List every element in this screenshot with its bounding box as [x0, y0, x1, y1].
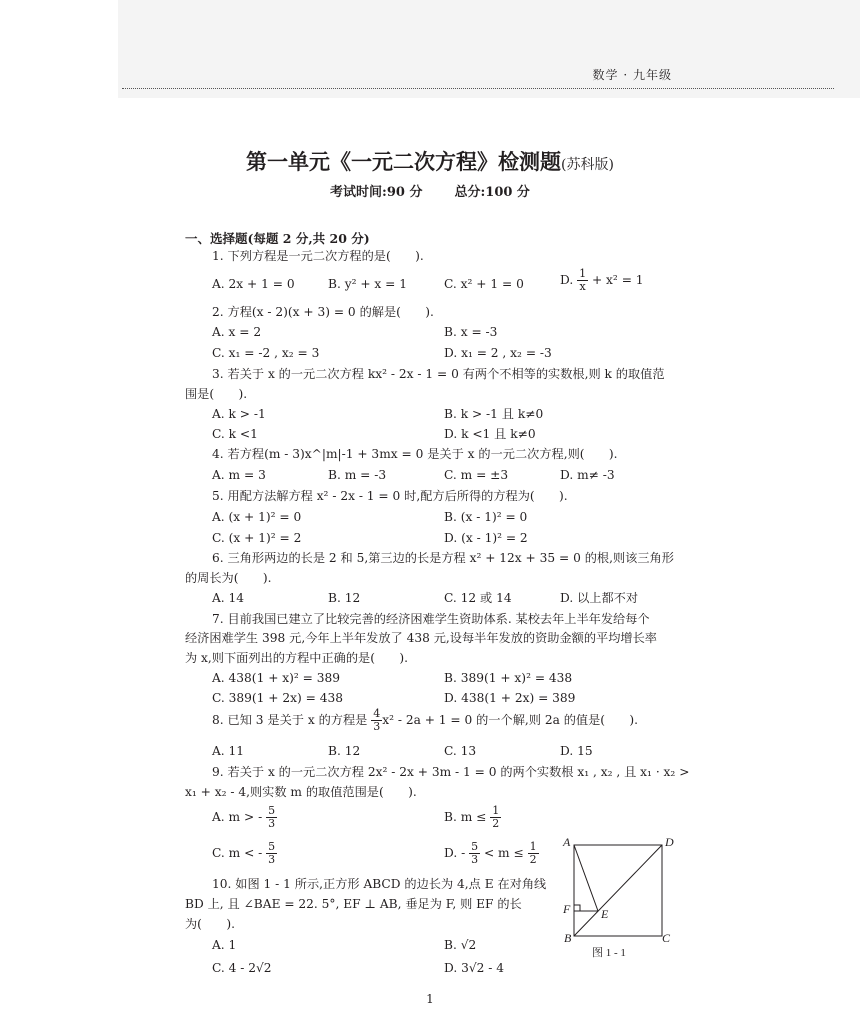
q7-option-d: D. 438(1 + 2x) = 389	[444, 691, 576, 705]
q7-stem-line1: 7. 目前我国已建立了比较完善的经济困难学生资助体系. 某校去年上半年发给每个	[212, 612, 650, 626]
q1-d-den: x	[579, 280, 586, 293]
q9-b-fraction	[490, 805, 501, 830]
q4-option-d: D. m≠ -3	[560, 468, 615, 482]
q9-d-num2: 1	[529, 840, 537, 853]
q9-option-b	[444, 805, 501, 830]
q6-option-a: A. 14	[212, 591, 245, 605]
q1-option-a: A. 2x + 1 = 0	[212, 277, 295, 291]
q3-option-d: D. k <1 且 k≠0	[444, 427, 536, 441]
label-a: A	[563, 836, 571, 849]
q4-stem: 4. 若方程(m - 3)x^|m|-1 + 3mx = 0 是关于 x 的一元二次方程,则( ).	[212, 447, 618, 461]
q1-option-c: C. x² + 1 = 0	[444, 277, 524, 291]
q10-option-d: D. 3√2 - 4	[444, 961, 504, 975]
q9-c-num: 5	[268, 840, 276, 853]
q7-option-b: B. 389(1 + x)² = 438	[444, 671, 573, 685]
exam-score: 总分:100 分	[454, 185, 530, 200]
q9-d-den: 3	[471, 853, 479, 866]
q5-option-a: A. (x + 1)² = 0	[212, 510, 302, 524]
q6-stem-line2: 的周长为( ).	[185, 571, 272, 585]
q3-option-b: B. k > -1 且 k≠0	[444, 407, 544, 421]
figure-square-abcd	[560, 836, 688, 964]
label-e: E	[601, 907, 609, 921]
q5-stem: 5. 用配方法解方程 x² - 2x - 1 = 0 时,配方后所得的方程为( ).	[212, 489, 568, 503]
q1-d-prefix: D.	[560, 273, 574, 287]
title-main: 第一单元《一元二次方程》检测题	[246, 149, 562, 174]
q9-a-num: 5	[268, 804, 276, 817]
label-b: B	[564, 931, 572, 945]
q1-d-num: 1	[579, 267, 587, 280]
label-c: C	[662, 931, 671, 945]
q8-frac-den: 3	[373, 720, 381, 733]
header-divider	[122, 88, 834, 89]
q10-stem-line3: 为( ).	[185, 917, 235, 931]
q4-option-b: B. m = -3	[328, 468, 387, 482]
q1-option-b: B. y² + x = 1	[328, 277, 408, 291]
q6-option-b: B. 12	[328, 591, 361, 605]
q1-d-fraction	[577, 268, 588, 293]
q8-option-b: B. 12	[328, 744, 361, 758]
header-band	[118, 0, 860, 98]
section-heading: 一、选择题(每题 2 分,共 20 分)	[185, 231, 370, 246]
page-title	[0, 146, 860, 176]
q5-option-c: C. (x + 1)² = 2	[212, 531, 302, 545]
q2-option-b: B. x = -3	[444, 325, 498, 339]
q1-stem: 1. 下列方程是一元二次方程的是( ).	[212, 249, 424, 263]
q6-stem-line1: 6. 三角形两边的长是 2 和 5,第三边的长是方程 x² + 12x + 35 = 0 的根,则该三角形	[212, 551, 674, 565]
q6-option-c: C. 12 或 14	[444, 591, 512, 605]
q8-fraction	[371, 708, 382, 733]
q4-option-c: C. m = ±3	[444, 468, 509, 482]
exam-time: 考试时间:90 分	[330, 185, 423, 200]
diagonal-bd	[574, 845, 662, 936]
q3-stem-line2: 围是( ).	[185, 387, 248, 401]
q8-stem-post: x² - 2a + 1 = 0 的一个解,则 2a 的值是( ).	[382, 713, 639, 727]
q2-option-a: A. x = 2	[212, 325, 262, 339]
q2-stem: 2. 方程(x - 2)(x + 3) = 0 的解是( ).	[212, 305, 434, 319]
right-angle-mark	[574, 905, 580, 911]
q9-option-c	[212, 841, 277, 866]
q5-option-d: D. (x - 1)² = 2	[444, 531, 528, 545]
header-subject: 数学 · 九年级	[592, 68, 672, 82]
q9-b-pre: B. m ≤	[444, 810, 487, 824]
q8-stem	[212, 708, 638, 733]
label-f: F	[563, 902, 571, 916]
segment-ae	[574, 845, 598, 911]
q7-stem-line3: 为 x,则下面列出的方程中正确的是( ).	[185, 651, 409, 665]
q1-d-rest: + x² = 1	[591, 273, 644, 287]
q9-d-den2: 2	[529, 853, 537, 866]
q9-c-pre: C. m < -	[212, 846, 263, 860]
q9-stem-line2: x₁ + x₂ - 4,则实数 m 的取值范围是( ).	[185, 785, 417, 799]
q9-option-a	[212, 805, 277, 830]
q4-option-a: A. m = 3	[212, 468, 266, 482]
label-d: D	[665, 836, 674, 849]
q1-option-d	[560, 268, 644, 293]
q9-c-fraction	[266, 841, 277, 866]
q9-d-pre: D. -	[444, 846, 466, 860]
q9-option-d	[444, 841, 539, 866]
figure-caption: 图 1 - 1	[592, 947, 626, 959]
q8-option-c: C. 13	[444, 744, 477, 758]
q7-option-c: C. 389(1 + 2x) = 438	[212, 691, 343, 705]
title-edition: (苏科版)	[561, 157, 614, 173]
q10-stem-line1: 10. 如图 1 - 1 所示,正方形 ABCD 的边长为 4,点 E 在对角线	[212, 877, 547, 891]
q6-option-d: D. 以上都不对	[560, 591, 639, 605]
q8-option-d: D. 15	[560, 744, 593, 758]
q10-option-c: C. 4 - 2√2	[212, 961, 272, 975]
q9-a-fraction	[266, 805, 277, 830]
page-number: 1	[426, 992, 434, 1006]
q7-option-a: A. 438(1 + x)² = 389	[212, 671, 341, 685]
q3-option-c: C. k <1	[212, 427, 258, 441]
q7-stem-line2: 经济困难学生 398 元,今年上半年发放了 438 元,设每半年发放的资助金额的平均增长率	[185, 631, 657, 645]
q9-stem-line1: 9. 若关于 x 的一元二次方程 2x² - 2x + 3m - 1 = 0 的两个实数根 x₁ , x₂ , 且 x₁ · x₂ >	[212, 765, 690, 779]
exam-info	[0, 181, 860, 200]
q10-stem-line2: BD 上, 且 ∠BAE = 22. 5°, EF ⊥ AB, 垂足为 F, 则 EF 的长	[185, 897, 522, 911]
q10-option-a: A. 1	[212, 938, 237, 952]
q2-option-d: D. x₁ = 2 , x₂ = -3	[444, 346, 552, 360]
q9-a-den: 3	[268, 817, 276, 830]
q9-b-den: 2	[492, 817, 500, 830]
q8-stem-pre: 8. 已知 3 是关于 x 的方程是	[212, 713, 368, 727]
q9-a-pre: A. m > -	[212, 810, 263, 824]
q9-d-fraction-1	[469, 841, 480, 866]
q2-option-c: C. x₁ = -2 , x₂ = 3	[212, 346, 320, 360]
q5-option-b: B. (x - 1)² = 0	[444, 510, 528, 524]
q9-d-fraction-2	[528, 841, 539, 866]
q8-frac-num: 4	[373, 707, 381, 720]
q3-option-a: A. k > -1	[212, 407, 266, 421]
q3-stem-line1: 3. 若关于 x 的一元二次方程 kx² - 2x - 1 = 0 有两个不相等的实数根,则 k 的取值范	[212, 367, 665, 381]
q10-option-b: B. √2	[444, 938, 477, 952]
q9-b-num: 1	[492, 804, 500, 817]
q9-d-num: 5	[471, 840, 479, 853]
q8-option-a: A. 11	[212, 744, 245, 758]
q9-c-den: 3	[268, 853, 276, 866]
q9-d-mid: < m ≤	[483, 846, 524, 860]
